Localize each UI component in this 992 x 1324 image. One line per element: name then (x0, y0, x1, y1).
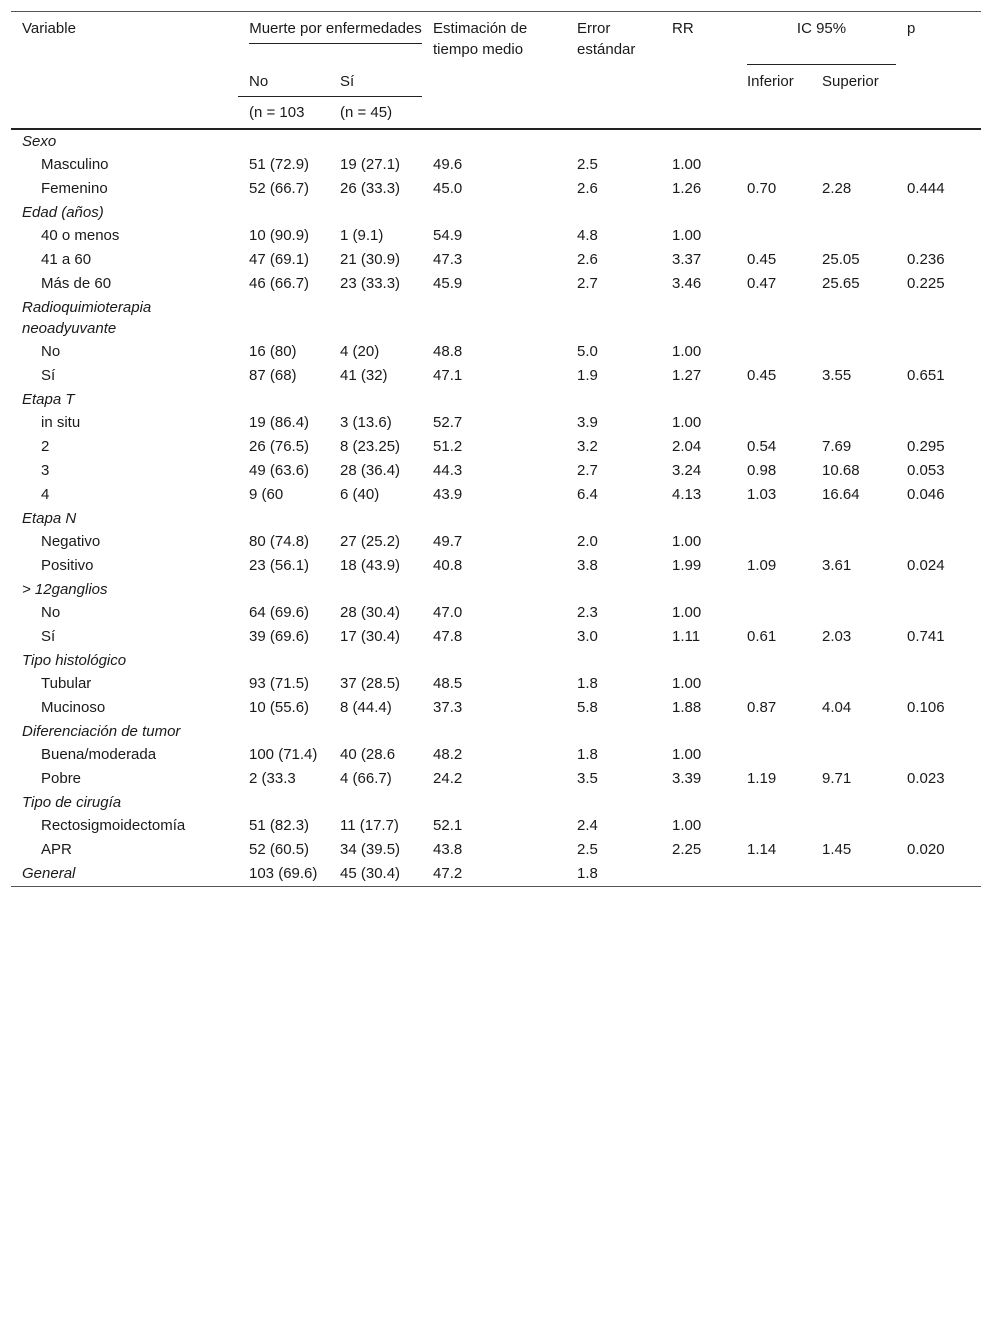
section-row (11, 578, 981, 601)
cell-p: 0.295 (907, 438, 945, 455)
row-label: Sí (41, 628, 56, 645)
cell-no: 52 (60.5) (249, 841, 310, 858)
cell-se: 4.8 (577, 227, 598, 244)
header-n-yes: (n = 45) (329, 97, 422, 130)
cell-time: 44.3 (433, 462, 463, 479)
cell-rr (661, 862, 736, 887)
section-row (11, 791, 981, 814)
cell-hi: 3.61 (822, 557, 852, 574)
row-label: Buena/moderada (41, 746, 157, 763)
cell-no: 16 (80) (249, 343, 297, 360)
cell-lo (736, 862, 811, 887)
cell-si: 4 (66.7) (340, 770, 392, 787)
cell-se: 2.6 (577, 251, 598, 268)
header-rr: RR (672, 20, 694, 37)
section-title: Etapa N (22, 510, 77, 527)
section-row (11, 649, 981, 672)
cell-lo: 0.98 (747, 462, 777, 479)
cell-time: 47.2 (433, 865, 463, 882)
table-row (11, 696, 981, 720)
row-label: No (41, 604, 61, 621)
cell-p: 0.023 (907, 770, 945, 787)
section-title: Sexo (22, 133, 57, 150)
cell-lo: 0.45 (747, 251, 777, 268)
cell-se: 2.0 (577, 533, 598, 550)
cell-hi: 4.04 (822, 699, 852, 716)
row-label: APR (41, 841, 72, 858)
row-label: in situ (41, 414, 81, 431)
cell-no: 64 (69.6) (249, 604, 310, 621)
row-label: General (22, 865, 76, 882)
cell-no: 10 (55.6) (249, 699, 310, 716)
cell-hi: 25.05 (822, 251, 860, 268)
cell-time: 47.1 (433, 367, 463, 384)
cell-se: 2.6 (577, 180, 598, 197)
cell-se: 5.8 (577, 699, 598, 716)
cell-si: 21 (30.9) (340, 251, 401, 268)
cell-lo (736, 814, 811, 838)
cell-no: 46 (66.7) (249, 275, 310, 292)
row-label: 40 o menos (41, 227, 120, 244)
cell-lo: 0.54 (747, 438, 777, 455)
cell-hi: 3.55 (822, 367, 852, 384)
table-row (11, 364, 981, 388)
cell-hi (811, 340, 896, 364)
section-title: Edad (años) (22, 204, 104, 221)
cell-se: 2.7 (577, 275, 598, 292)
cell-p: 0.046 (907, 486, 945, 503)
cell-time: 43.8 (433, 841, 463, 858)
row-label: Más de 60 (41, 275, 112, 292)
cell-lo: 1.09 (747, 557, 777, 574)
cell-no: 39 (69.6) (249, 628, 310, 645)
table-row (11, 435, 981, 459)
cell-hi: 7.69 (822, 438, 852, 455)
table-row (11, 483, 981, 507)
table-row (11, 838, 981, 862)
table-row (11, 248, 981, 272)
cell-lo: 0.47 (747, 275, 777, 292)
cell-hi (811, 411, 896, 435)
cell-rr: 1.27 (672, 367, 702, 384)
cell-p (896, 862, 981, 887)
cell-se: 3.0 (577, 628, 598, 645)
cell-si: 45 (30.4) (340, 865, 401, 882)
cell-se: 2.5 (577, 156, 598, 173)
cell-time: 43.9 (433, 486, 463, 503)
section-row (11, 129, 981, 153)
cell-rr: 1.00 (672, 343, 702, 360)
cell-lo (736, 672, 811, 696)
section-title: Etapa T (22, 391, 75, 408)
cell-time: 52.1 (433, 817, 463, 834)
table-row (11, 459, 981, 483)
cell-rr: 2.04 (672, 438, 702, 455)
cell-rr: 1.00 (672, 746, 702, 763)
cell-hi: 10.68 (822, 462, 860, 479)
section-title: Tipo histológico (22, 652, 127, 669)
cell-no: 100 (71.4) (249, 746, 318, 763)
cell-time: 48.2 (433, 746, 463, 763)
cell-si: 28 (36.4) (340, 462, 401, 479)
cell-rr: 1.00 (672, 817, 702, 834)
cell-time: 47.3 (433, 251, 463, 268)
cell-time: 37.3 (433, 699, 463, 716)
cell-se: 1.8 (577, 675, 598, 692)
cell-rr: 4.13 (672, 486, 702, 503)
cell-p (896, 672, 981, 696)
cell-rr: 1.00 (672, 414, 702, 431)
cell-se: 2.7 (577, 462, 598, 479)
cell-si: 34 (39.5) (340, 841, 401, 858)
cell-p (896, 743, 981, 767)
cell-hi (811, 530, 896, 554)
cell-lo (736, 224, 811, 248)
cell-lo (736, 411, 811, 435)
cell-time: 48.8 (433, 343, 463, 360)
cell-hi (811, 224, 896, 248)
cell-hi (811, 743, 896, 767)
cell-rr: 1.00 (672, 604, 702, 621)
cell-rr: 3.46 (672, 275, 702, 292)
cell-time: 24.2 (433, 770, 463, 787)
cell-time: 45.9 (433, 275, 463, 292)
cell-lo: 0.45 (747, 367, 777, 384)
table-row (11, 672, 981, 696)
cell-se: 3.8 (577, 557, 598, 574)
cell-time: 48.5 (433, 675, 463, 692)
table-row (11, 224, 981, 248)
row-label: No (41, 343, 61, 360)
cell-se: 1.8 (577, 865, 598, 882)
cell-no: 2 (33.3 (249, 770, 296, 787)
row-label: 3 (41, 462, 50, 479)
section-row (11, 296, 981, 340)
header-n-no: (n = 103 (238, 97, 329, 130)
cell-no: 49 (63.6) (249, 462, 310, 479)
cell-rr: 3.37 (672, 251, 702, 268)
cell-p (896, 814, 981, 838)
section-row (11, 201, 981, 224)
table-body (11, 129, 981, 887)
cell-p: 0.444 (907, 180, 945, 197)
table-header (11, 12, 981, 130)
row-label: 4 (41, 486, 50, 503)
cell-si: 37 (28.5) (340, 675, 401, 692)
table-row (11, 814, 981, 838)
cell-p (896, 340, 981, 364)
cell-p: 0.651 (907, 367, 945, 384)
cell-no: 51 (72.9) (249, 156, 310, 173)
cell-p: 0.053 (907, 462, 945, 479)
cell-no: 47 (69.1) (249, 251, 310, 268)
cell-rr: 1.00 (672, 533, 702, 550)
cell-hi: 1.45 (822, 841, 852, 858)
row-label: 2 (41, 438, 50, 455)
cell-p: 0.106 (907, 699, 945, 716)
cell-p: 0.225 (907, 275, 945, 292)
cell-time: 49.7 (433, 533, 463, 550)
row-label: Positivo (41, 557, 94, 574)
cell-si: 4 (20) (340, 343, 380, 360)
section-row (11, 720, 981, 743)
cell-time: 51.2 (433, 438, 463, 455)
cell-lo: 1.03 (747, 486, 777, 503)
cell-hi: 9.71 (822, 770, 852, 787)
cell-se: 2.4 (577, 817, 598, 834)
cell-hi (811, 601, 896, 625)
cell-hi (811, 153, 896, 177)
cell-lo (736, 153, 811, 177)
row-label: Femenino (41, 180, 108, 197)
cell-rr: 1.00 (672, 156, 702, 173)
table-row (11, 530, 981, 554)
cell-rr: 1.26 (672, 180, 702, 197)
cell-se: 1.8 (577, 746, 598, 763)
row-label: Sí (41, 367, 56, 384)
cell-no: 10 (90.9) (249, 227, 310, 244)
table-row (11, 340, 981, 364)
cell-p (896, 153, 981, 177)
cell-rr: 1.00 (672, 227, 702, 244)
header-yes: Sí (340, 73, 355, 90)
table-row (11, 625, 981, 649)
cell-rr: 1.00 (672, 675, 702, 692)
cell-se: 2.5 (577, 841, 598, 858)
header-se: Error estándar (577, 20, 636, 58)
row-label: Rectosigmoidectomía (41, 817, 186, 834)
cell-hi: 16.64 (822, 486, 860, 503)
header-no: No (249, 73, 269, 90)
cell-rr: 3.24 (672, 462, 702, 479)
cell-si: 17 (30.4) (340, 628, 401, 645)
cell-si: 41 (32) (340, 367, 388, 384)
cell-p: 0.236 (907, 251, 945, 268)
cell-lo: 0.70 (747, 180, 777, 197)
row-label: Masculino (41, 156, 109, 173)
cell-si: 3 (13.6) (340, 414, 392, 431)
table-row (11, 743, 981, 767)
cell-p (896, 530, 981, 554)
cell-p: 0.024 (907, 557, 945, 574)
cell-time: 47.8 (433, 628, 463, 645)
cell-time: 54.9 (433, 227, 463, 244)
cell-p: 0.020 (907, 841, 945, 858)
section-title: Radioquimioterapia neoadyuvante (22, 299, 152, 337)
cell-hi: 2.28 (822, 180, 852, 197)
cell-si: 40 (28.6 (340, 746, 396, 763)
cell-no: 23 (56.1) (249, 557, 310, 574)
table-row (11, 554, 981, 578)
cell-no: 26 (76.5) (249, 438, 310, 455)
cell-rr: 1.11 (672, 628, 701, 645)
section-title: Tipo de cirugía (22, 794, 122, 811)
cell-lo: 1.19 (747, 770, 777, 787)
cell-si: 11 (17.7) (340, 817, 399, 834)
cell-hi: 25.65 (822, 275, 860, 292)
cell-lo: 1.14 (747, 841, 777, 858)
row-label: 41 a 60 (41, 251, 92, 268)
section-row (11, 507, 981, 530)
row-label: Mucinoso (41, 699, 106, 716)
cell-se: 5.0 (577, 343, 598, 360)
cell-p: 0.741 (907, 628, 945, 645)
cell-p (896, 224, 981, 248)
table-row (11, 767, 981, 791)
cell-se: 1.9 (577, 367, 598, 384)
cell-si: 27 (25.2) (340, 533, 401, 550)
cell-lo (736, 743, 811, 767)
cell-p (896, 411, 981, 435)
cell-si: 19 (27.1) (340, 156, 401, 173)
cell-si: 8 (44.4) (340, 699, 392, 716)
table-row (11, 601, 981, 625)
table-row (11, 177, 981, 201)
cell-time: 49.6 (433, 156, 463, 173)
cell-si: 1 (9.1) (340, 227, 384, 244)
section-title: Diferenciación de tumor (22, 723, 181, 740)
cell-hi: 2.03 (822, 628, 852, 645)
cell-rr: 1.99 (672, 557, 702, 574)
cell-no: 80 (74.8) (249, 533, 310, 550)
cell-lo: 0.87 (747, 699, 777, 716)
cell-time: 40.8 (433, 557, 463, 574)
cell-no: 93 (71.5) (249, 675, 310, 692)
cell-lo: 0.61 (747, 628, 777, 645)
cell-se: 3.9 (577, 414, 598, 431)
cell-no: 51 (82.3) (249, 817, 310, 834)
cell-se: 3.5 (577, 770, 598, 787)
row-label: Pobre (41, 770, 82, 787)
cell-no: 103 (69.6) (249, 865, 318, 882)
cell-se: 3.2 (577, 438, 598, 455)
cell-se: 2.3 (577, 604, 598, 621)
header-lower: Inferior (747, 73, 794, 90)
cell-time: 52.7 (433, 414, 463, 431)
cell-time: 47.0 (433, 604, 463, 621)
cell-no: 87 (68) (249, 367, 297, 384)
row-label: Negativo (41, 533, 101, 550)
cell-p (896, 601, 981, 625)
header-ci: IC 95% (747, 18, 896, 65)
table-row (11, 411, 981, 435)
section-row (11, 388, 981, 411)
cell-lo (736, 340, 811, 364)
cell-hi (811, 672, 896, 696)
cell-rr: 1.88 (672, 699, 702, 716)
table-row (11, 153, 981, 177)
cell-lo (736, 601, 811, 625)
section-title: > 12ganglios (22, 581, 108, 598)
cell-si: 23 (33.3) (340, 275, 401, 292)
cell-si: 8 (23.25) (340, 438, 401, 455)
survival-table (11, 11, 981, 887)
header-time: Estimación de tiempo medio (433, 20, 528, 58)
cell-no: 19 (86.4) (249, 414, 310, 431)
table-row (11, 272, 981, 296)
cell-no: 52 (66.7) (249, 180, 310, 197)
header-p: p (907, 20, 916, 37)
header-death-group: Muerte por enfermedades (249, 18, 422, 44)
cell-si: 26 (33.3) (340, 180, 401, 197)
cell-si: 18 (43.9) (340, 557, 401, 574)
cell-hi (811, 814, 896, 838)
cell-rr: 3.39 (672, 770, 702, 787)
cell-si: 28 (30.4) (340, 604, 401, 621)
cell-rr: 2.25 (672, 841, 702, 858)
row-label: Tubular (41, 675, 92, 692)
cell-lo (736, 530, 811, 554)
cell-se: 6.4 (577, 486, 598, 503)
cell-si: 6 (40) (340, 486, 380, 503)
cell-no: 9 (60 (249, 486, 284, 503)
cell-hi (811, 862, 896, 887)
cell-time: 45.0 (433, 180, 463, 197)
general-row (11, 862, 981, 887)
header-upper: Superior (822, 73, 879, 90)
header-variable: Variable (22, 20, 76, 37)
